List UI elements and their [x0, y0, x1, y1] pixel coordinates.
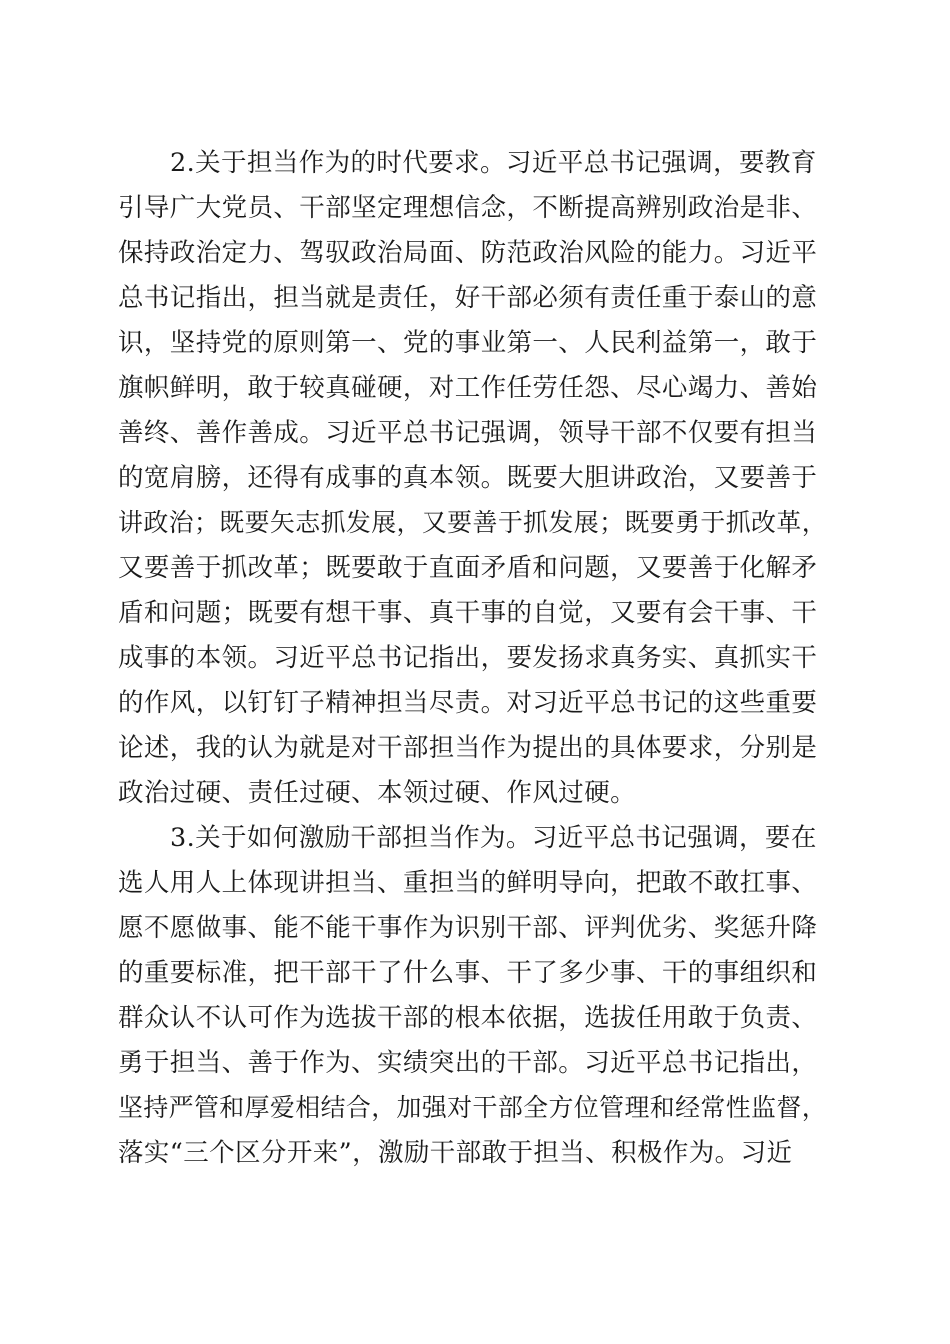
paragraph-3-line-2: 选人用人上体现讲担当、重担当的鲜明导向，把敢不敢扛事、: [118, 868, 818, 898]
paragraph-2-line-6: 旗帜鲜明，敢于较真碰硬，对工作任劳任怨、尽心竭力、善始: [118, 373, 818, 403]
paragraph-3-line-4: 的重要标准，把干部干了什么事、干了多少事、干的事组织和: [118, 958, 818, 988]
paragraph-3-line-1: 3.关于如何激励干部担当作为。习近平总书记强调，要在: [170, 823, 817, 853]
paragraph-2-line-1: 2.关于担当作为的时代要求。习近平总书记强调，要教育: [170, 148, 817, 178]
paragraph-3-line-5: 群众认不认可作为选拔干部的根本依据，选拔任用敢于负责、: [118, 1003, 818, 1033]
paragraph-3-line-8: 落实“三个区分开来”，激励干部敢于担当、积极作为。习近: [118, 1138, 793, 1168]
paragraph-2-line-4: 总书记指出，担当就是责任，好干部必须有责任重于泰山的意: [118, 283, 818, 313]
paragraph-2-line-11: 盾和问题；既要有想干事、真干事的自觉，又要有会干事、干: [118, 598, 818, 628]
paragraph-3-line-3: 愿不愿做事、能不能干事作为识别干部、评判优劣、奖惩升降: [118, 913, 818, 943]
paragraph-2-line-2: 引导广大党员、干部坚定理想信念，不断提高辨别政治是非、: [118, 193, 818, 223]
paragraph-2-line-15: 政治过硬、责任过硬、本领过硬、作风过硬。: [118, 778, 637, 808]
paragraph-3-line-6: 勇于担当、善于作为、实绩突出的干部。习近平总书记指出，: [118, 1048, 818, 1078]
paragraph-3-line-7: 坚持严管和厚爱相结合，加强对干部全方位管理和经常性监督，: [118, 1093, 828, 1122]
paragraph-2-line-14: 论述，我的认为就是对干部担当作为提出的具体要求，分别是: [118, 733, 818, 763]
paragraph-2-line-7: 善终、善作善成。习近平总书记强调，领导干部不仅要有担当: [118, 418, 818, 448]
paragraph-2-line-9: 讲政治；既要矢志抓发展，又要善于抓发展；既要勇于抓改革，: [118, 508, 828, 537]
paragraph-2-line-12: 成事的本领。习近平总书记指出，要发扬求真务实、真抓实干: [118, 643, 818, 673]
paragraph-2-line-8: 的宽肩膀，还得有成事的真本领。既要大胆讲政治，又要善于: [118, 463, 818, 493]
paragraph-2-line-5: 识，坚持党的原则第一、党的事业第一、人民利益第一，敢于: [118, 328, 818, 358]
paragraph-2-line-13: 的作风，以钉钉子精神担当尽责。对习近平总书记的这些重要: [118, 688, 818, 718]
paragraph-2-line-3: 保持政治定力、驾驭政治局面、防范政治风险的能力。习近平: [118, 238, 818, 268]
paragraph-2-line-10: 又要善于抓改革；既要敢于直面矛盾和问题，又要善于化解矛: [118, 553, 818, 583]
